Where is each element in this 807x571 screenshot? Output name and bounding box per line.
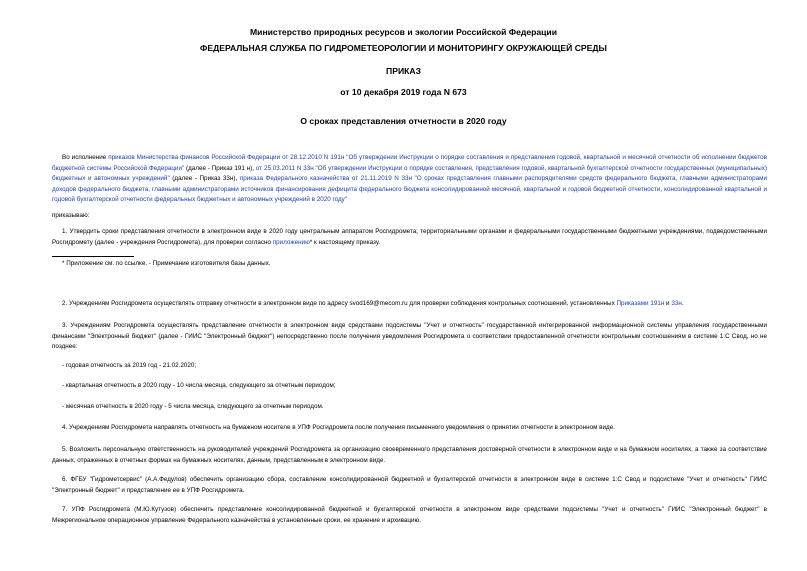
item-4-paragraph: 4. Учреждениям Росгидромета направлять отчетность на бумажном носителе в УПФ Росгидромета после получения письменного уведомления о принятии отчетности в электронном виде. [62,424,615,431]
deadline-monthly: - месячная отчетность в 2020 году - 5 числа месяца, следующего за отчетным периодом. [62,403,324,410]
document-title: О сроках представления отчетности в 2020 году [300,116,507,126]
item-2-paragraph [52,299,767,310]
date-number-heading: от 10 декабря 2019 года N 673 [340,87,467,97]
item-1-tail: * к настоящему приказу. [309,238,381,246]
service-heading: ФЕДЕРАЛЬНАЯ СЛУЖБА ПО ГИДРОМЕТЕОРОЛОГИИ И МОНИТОРИНГУ ОКРУЖАЮЩЕЙ СРЕДЫ [200,43,607,53]
intro-text-3: (далее - Приказ 33н), [169,175,240,183]
item-3-paragraph: 3. Учреждениям Росгидромета осуществлять представление отчетности в электронном виде средствами подсистемы "Учет и отчетность" государственной интегрированной информационной системы управления государственными финансами "Электронный бюджет" (далее - ГИИС "Электронный бюджет") непосредственно после получения уведомления Росгидромета о соответствии предоставленной отчетности контрольным соотношениям в системе 1:С Свод, но не позднее: [52,322,767,351]
footnote-divider [52,256,134,257]
deadline-annual: - годовая отчетность за 2019 год - 21.02.2020; [62,362,197,369]
item-1-paragraph [52,227,767,248]
doc-type-heading: ПРИКАЗ [386,66,421,76]
link-order-191n[interactable]: Приказами 191н [616,300,665,307]
item-2-text: 2. Учреждениям Росгидромета осуществлять отправку отчетности в электронном виде по адресу svod169@mecom.ru для проверки соблюдения контрольных соотношений, установленных [62,300,617,307]
item-6-paragraph: 6. ФГБУ "Гидрометсервис" (А.А.Федулов) обеспечить организацию сбора, составление консолидированной бюджетной и бухгалтерской отчетности в электронном виде в системе 1:С Свод и подсистеме "Учет и отчетность" ГИИС "Электронный бюджет" и представление ее в УПФ Росгидромета. [52,476,767,494]
item-1-text: 1. Утвердить сроки представления отчетности в электронном виде в 2020 году центральным аппаратом Росгидромета, территориальными органами и федеральными государственными бюджетными учреждениями, подведомственными Росгидромету (далее - учреждения Росгидромета), для проверки согласно [52,228,767,246]
item-2-mid: и [664,300,672,307]
link-appendix[interactable]: приложению [272,238,310,246]
item-7-paragraph: 7. УПФ Росгидромета (М.Ю.Кутузов) обеспечить представление консолидированной бюджетной и бухгалтерской отчетности в электронном виде средствами подсистемы "Учет и отчетность" ГИИС "Электронный бюджет" в Межрегиональное операционное управление Федерального казначейства в установленные сроки, ее хранение и архивацию. [52,506,767,524]
ministry-heading: Министерство природных ресурсов и экологии Российской Федерации [250,27,557,37]
item-2-tail: . [681,300,684,307]
deadline-quarterly: - квартальная отчетность в 2020 году - 10 числа месяца, следующего за отчетным периодом; [62,382,336,389]
footnote: * Приложение см. по ссылке. - Примечание изготовителя базы данных. [62,260,271,267]
intro-text-2: (далее - Приказ 191 н), [184,164,256,172]
item-5-paragraph: 5. Возложить персональную ответственность на руководителей учреждений Росгидромета за организацию своевременного представления достоверной отчетности в электронном виде и на бумажном носителях, а также за соответствие данных, отраженных в отчетных формах на бумажных носителях, данным, представленным в электронном виде. [52,446,767,464]
link-treasury-33n[interactable]: приказа Федерального казначейства от 21.11.2019 N 33н "О сроках представления главными распорядителями средств федерального бюджета, главными администраторами доходов федерального бюджета, главными администраторами источников финансирования дефицита федерального бюджета консолидированной месячной, квартальной и годовой бюджетной отчетности, консолидированной квартальной и годовой бухгалтерской отчетности федеральных бюджетных и автономных учреждений в 2020 году" [52,175,767,204]
intro-paragraph [52,153,767,206]
link-order-33n[interactable]: 33н [671,300,682,307]
link-minfin-33n[interactable]: от 25.03.2011 N 33н "Об утверждении Инструкции о порядке составления, представления годовой, квартальной бухгалтерской отчетности государственных (муниципальных) бюджетных и автономных учреждений" [52,164,767,183]
order-word: приказываю: [52,212,90,219]
link-minfin-191n[interactable]: приказов Министерства финансов Российской Федерации от 28.12.2010 N 191н "Об утверждении Инструкции о порядке составления и представления годовой, квартальной и месячной отчетности об исполнении бюджетов бюджетной системы Российской Федерации" [52,154,768,172]
intro-text-1: Во исполнение [62,154,109,161]
